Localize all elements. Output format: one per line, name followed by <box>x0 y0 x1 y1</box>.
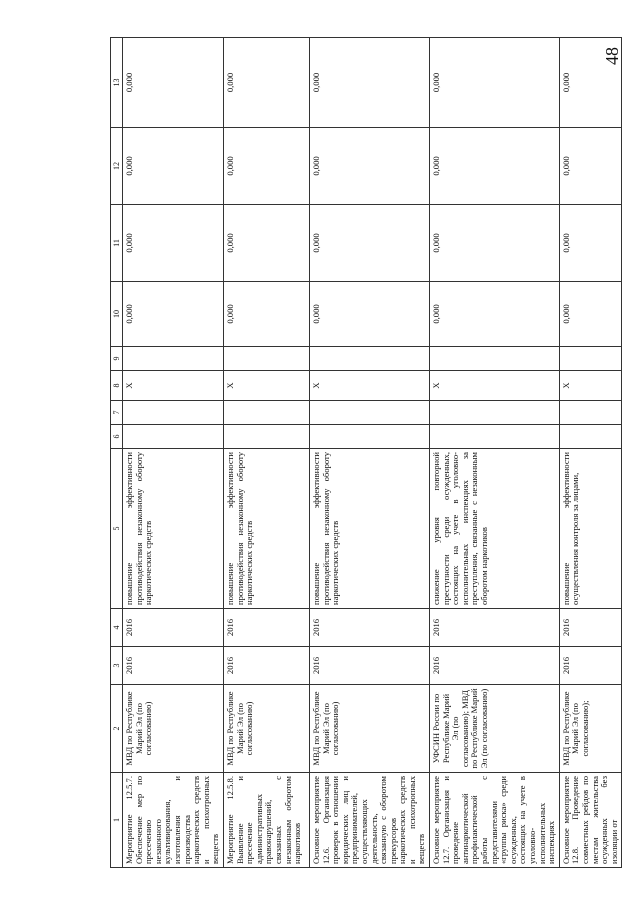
table-cell-col-10: 0,000 <box>223 282 309 347</box>
page-number: 48 <box>602 47 622 65</box>
table-row <box>430 38 560 868</box>
table-cell-col-7 <box>430 401 560 425</box>
table-cell-col-5: повышение эффективности противодействия незаконному обороту наркотических средств <box>223 449 309 609</box>
header-cell: 2 <box>111 685 123 773</box>
table-cell-col-12: 0,000 <box>223 128 309 205</box>
table-cell-col-1: Основное мероприятие 12.7. Организация и проведение антинаркотической профилактической работы с представителями «группы риска» среди осужденных, состоящих на учете в уголовно-исполнительных инспекциях <box>430 773 560 868</box>
table-cell-col-4: 2016 <box>123 609 224 647</box>
table-cell-col-2: МВД по Республике Марий Эл (по согласованию); <box>559 685 622 773</box>
table-cell-col-5: снижение уровня повторной преступности среди осужденных, состоящих на учете в уголовно-исполнительных инспекциях за преступления, связанные с незаконным оборотом наркотиков <box>430 449 560 609</box>
table-cell-col-2: МВД по Республике Марий Эл (по согласованию) <box>309 685 429 773</box>
table-cell-col-3: 2016 <box>559 647 622 685</box>
table-cell-col-13: 0,000 <box>559 38 622 128</box>
program-measures-table <box>110 37 622 868</box>
table-cell-col-12: 0,000 <box>309 128 429 205</box>
table-cell-col-6 <box>309 425 429 449</box>
header-cell: 9 <box>111 347 123 371</box>
table-cell-col-5: повышение эффективности противодействия незаконному обороту наркотических средств <box>123 449 224 609</box>
table-cell-col-1: Мероприятие 12.5.7. Обеспечение мер по пресечению незаконного культивирования, изготовления и производства наркотических средств и психотропных веществ <box>123 773 224 868</box>
table-cell-col-4: 2016 <box>309 609 429 647</box>
table-cell-col-11: 0,000 <box>430 205 560 282</box>
table-cell-col-12: 0,000 <box>123 128 224 205</box>
table-cell-col-11: 0,000 <box>559 205 622 282</box>
table-cell-col-3: 2016 <box>223 647 309 685</box>
table-cell-col-13: 0,000 <box>430 38 560 128</box>
table-cell-col-3: 2016 <box>430 647 560 685</box>
table-cell-col-10: 0,000 <box>559 282 622 347</box>
table-cell-col-4: 2016 <box>223 609 309 647</box>
table-cell-col-6 <box>223 425 309 449</box>
table-cell-col-8: Х <box>123 371 224 401</box>
table-cell-col-7 <box>309 401 429 425</box>
table-cell-col-8: Х <box>309 371 429 401</box>
header-row <box>111 38 123 868</box>
table-cell-col-4: 2016 <box>430 609 560 647</box>
table-row <box>559 38 622 868</box>
table-cell-col-9 <box>430 347 560 371</box>
table-cell-col-9 <box>223 347 309 371</box>
header-cell: 7 <box>111 401 123 425</box>
table-cell-col-3: 2016 <box>123 647 224 685</box>
table-cell-col-5: повышение эффективности осуществления контроля за лицами, <box>559 449 622 609</box>
table-cell-col-7 <box>123 401 224 425</box>
table-cell-col-4: 2016 <box>559 609 622 647</box>
table-cell-col-12: 0,000 <box>559 128 622 205</box>
header-cell: 8 <box>111 371 123 401</box>
table-row <box>123 38 224 868</box>
table-cell-col-11: 0,000 <box>123 205 224 282</box>
table-cell-col-6 <box>430 425 560 449</box>
rotated-table-wrapper <box>110 38 623 868</box>
table-cell-col-10: 0,000 <box>430 282 560 347</box>
header-cell: 5 <box>111 449 123 609</box>
table-cell-col-6 <box>559 425 622 449</box>
table-cell-col-8: Х <box>223 371 309 401</box>
table-row <box>309 38 429 868</box>
table-body <box>111 38 622 868</box>
table-cell-col-9 <box>309 347 429 371</box>
table-cell-col-8: Х <box>559 371 622 401</box>
table-cell-col-2: МВД по Республике Марий Эл (по согласованию) <box>123 685 224 773</box>
table-cell-col-6 <box>123 425 224 449</box>
table-cell-col-13: 0,000 <box>123 38 224 128</box>
header-cell: 4 <box>111 609 123 647</box>
table-cell-col-11: 0,000 <box>223 205 309 282</box>
header-cell: 13 <box>111 38 123 128</box>
table-cell-col-12: 0,000 <box>430 128 560 205</box>
table-cell-col-1: Мероприятие 12.5.8. Выявление и пресечение административных правонарушений, связанных с незаконным оборотом наркотиков <box>223 773 309 868</box>
table-cell-col-11: 0,000 <box>309 205 429 282</box>
table-row <box>223 38 309 868</box>
header-cell: 3 <box>111 647 123 685</box>
table-cell-col-13: 0,000 <box>223 38 309 128</box>
table-cell-col-3: 2016 <box>309 647 429 685</box>
table-cell-col-8: Х <box>430 371 560 401</box>
table-cell-col-2: МВД по Республике Марий Эл (по согласованию) <box>223 685 309 773</box>
table-cell-col-9 <box>559 347 622 371</box>
header-cell: 1 <box>111 773 123 868</box>
header-cell: 6 <box>111 425 123 449</box>
table-cell-col-1: Основное мероприятие 12.8. Проведение совместных рейдов по местам жительства осужденных без изоляции от <box>559 773 622 868</box>
table-cell-col-2: УФСИН России по Республике Марий Эл (по согласованию); МВД по Республике Марий Эл (по согласованию) <box>430 685 560 773</box>
table-cell-col-9 <box>123 347 224 371</box>
table-cell-col-7 <box>559 401 622 425</box>
table-cell-col-13: 0,000 <box>309 38 429 128</box>
table-cell-col-10: 0,000 <box>123 282 224 347</box>
table-cell-col-10: 0,000 <box>309 282 429 347</box>
header-cell: 12 <box>111 128 123 205</box>
table-cell-col-1: Основное мероприятие 12.6. Организация проверок в отношении юридических лиц и предпринимателей, осуществляющих деятельность, связанную с оборотом прекурсоров наркотических средств и психотропных веществ <box>309 773 429 868</box>
header-cell: 10 <box>111 282 123 347</box>
header-cell: 11 <box>111 205 123 282</box>
table-cell-col-5: повышение эффективности противодействия незаконному обороту наркотических средств <box>309 449 429 609</box>
table-cell-col-7 <box>223 401 309 425</box>
